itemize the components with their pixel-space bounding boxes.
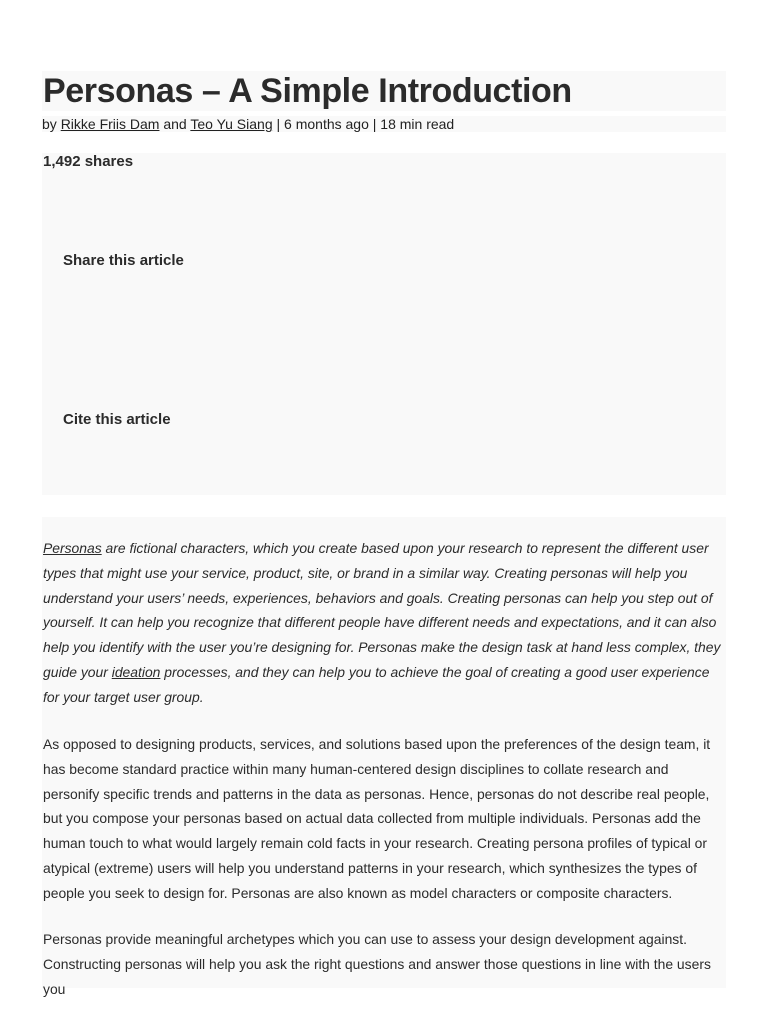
- ideation-link[interactable]: ideation: [111, 663, 161, 680]
- intro-text-part2: processes, and they can help you to achieve the goal of creating a good user experience for your target user group.: [43, 663, 710, 705]
- shares-count: 1,492 shares: [43, 153, 134, 170]
- body-paragraph-1: As opposed to designing products, services, and solutions based upon the preferences of the design team, it has become standard practice within many human-centered design disciplines to collate research and personify specific trends and patterns in the data as personas. Hence, personas do not describe real people, but you compose your personas based on actual data collected from multiple individuals. Personas add the human touch to what would largely remain cold facts in your research. Creating persona profiles of typical or atypical (extreme) users will help you understand patterns in your research, which synthesizes the types of people you seek to design for. Personas are also known as model characters or composite characters.: [43, 736, 711, 901]
- cite-article-heading: Cite this article: [63, 411, 171, 428]
- byline-conjunction: and: [163, 116, 187, 132]
- byline-meta: | 6 months ago | 18 min read: [276, 116, 455, 132]
- article-body: [42, 517, 726, 997]
- byline: [42, 116, 726, 132]
- intro-paragraph: [43, 536, 725, 710]
- byline-prefix: by: [42, 116, 57, 132]
- share-article-heading: Share this article: [63, 252, 184, 269]
- body-paragraph-2: Personas provide meaningful archetypes which you can use to assess your design development against. Constructing personas will help you ask the right questions and answer those questions in line with the users you: [43, 931, 711, 997]
- share-panel: [42, 153, 726, 495]
- author-link-rikke[interactable]: Rikke Friis Dam: [60, 116, 160, 132]
- title-container: [42, 71, 726, 111]
- page-title: Personas – A Simple Introduction: [43, 72, 572, 110]
- author-link-teo[interactable]: Teo Yu Siang: [190, 116, 273, 132]
- intro-text-part1: are fictional characters, which you create based upon your research to represent the different user types that might use your service, product, site, or brand in a similar way. Creating personas will help you understand your users’ needs, experiences, behaviors and goals. Creating personas can help you step out of yourself. It can help you recognize that different people have different needs and expectations, and it can also help you identify with the user you’re designing for. Personas make the design task at hand less complex, they guide your: [43, 540, 721, 680]
- personas-link[interactable]: Personas: [43, 540, 102, 556]
